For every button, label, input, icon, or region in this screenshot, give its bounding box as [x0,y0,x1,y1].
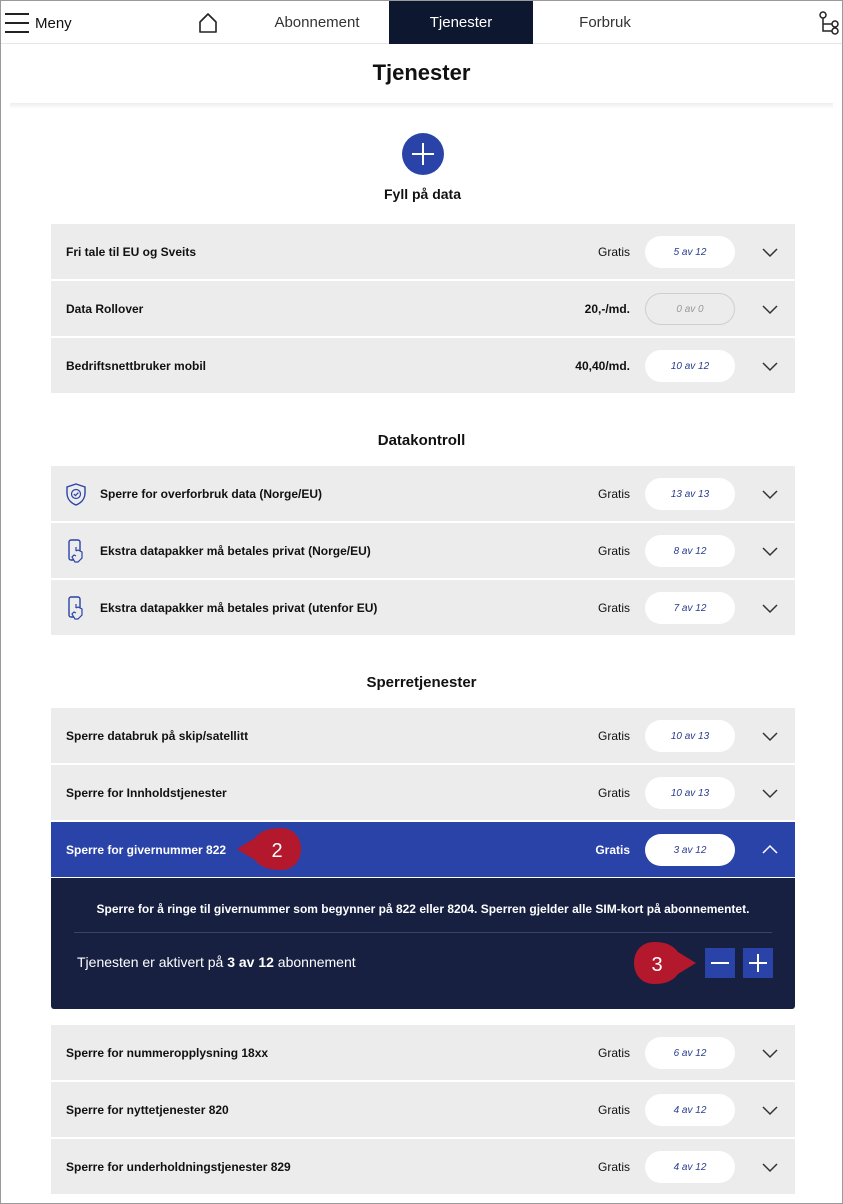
tab-forbruk[interactable]: Forbruk [579,14,631,31]
service-price: 40,40/md. [575,358,630,373]
menu-button[interactable] [5,11,72,35]
activation-status [77,954,356,970]
status-count: 3 av 12 [227,954,274,970]
service-row[interactable] [51,523,795,578]
service-name: Sperre for nyttetjenester 820 [66,1102,229,1117]
service-price: Gratis [597,244,630,259]
chevron-down-icon[interactable] [762,358,778,374]
service-row[interactable] [51,338,795,393]
status-prefix: Tjenesten er aktivert på [77,954,228,970]
shield-check-icon [64,482,88,506]
service-price: Gratis [597,785,630,800]
activation-count[interactable]: 7 av 12 [645,592,735,624]
status-suffix: abonnement [273,954,356,970]
phone-touch-icon [64,596,88,620]
service-price: Gratis [597,543,630,558]
chevron-down-icon[interactable] [762,301,778,317]
panel-divider [74,932,772,933]
callout-marker-2 [235,826,305,872]
callout-marker-3 [632,940,698,986]
service-row[interactable] [51,281,795,336]
activation-count[interactable]: 4 av 12 [645,1094,735,1126]
service-price: Gratis [597,1159,630,1174]
chevron-down-icon[interactable] [762,486,778,502]
service-name: Bedriftsnettbruker mobil [66,358,207,373]
callout-number: 2 [271,840,283,862]
service-name: Ekstra datapakker må betales privat (utenfor EU) [100,600,378,615]
chevron-down-icon[interactable] [762,600,778,616]
service-name: Sperre databruk på skip/satellitt [66,728,249,743]
activation-count[interactable]: 8 av 12 [645,535,735,567]
add-data-button[interactable] [402,133,444,175]
decrease-button[interactable] [705,948,735,978]
chevron-down-icon[interactable] [762,1045,778,1061]
service-name: Fri tale til EU og Sveits [66,244,197,259]
activation-count[interactable]: 13 av 13 [645,478,735,510]
service-name: Sperre for givernummer 822 [66,842,227,857]
activation-count[interactable]: 3 av 12 [645,834,735,866]
chevron-down-icon[interactable] [762,1159,778,1175]
tab-tjenester[interactable]: Tjenester [389,1,533,44]
service-price: Gratis [597,1045,630,1060]
hamburger-icon [5,13,29,33]
chevron-down-icon[interactable] [762,543,778,559]
top-nav [1,1,842,44]
section-title-sperretjenester: Sperretjenester [366,674,477,691]
service-row[interactable] [51,765,795,820]
activation-count: 0 av 0 [645,293,735,325]
chevron-down-icon[interactable] [762,785,778,801]
chevron-down-icon[interactable] [762,1102,778,1118]
service-row[interactable] [51,580,795,635]
tab-abonnement[interactable]: Abonnement [274,14,360,31]
service-name: Sperre for Innholdstjenester [66,785,227,800]
service-price: Gratis [597,728,630,743]
add-data-label: Fyll på data [383,186,462,202]
service-price: Gratis [597,486,630,501]
service-row[interactable] [51,708,795,763]
chevron-down-icon[interactable] [762,728,778,744]
minus-icon [710,953,730,973]
service-name: Sperre for nummeropplysning 18xx [66,1045,269,1060]
service-name: Sperre for overforbruk data (Norge/EU) [100,486,323,501]
service-name: Ekstra datapakker må betales privat (Norge/EU) [100,543,371,558]
callout-number: 3 [651,954,663,976]
service-row[interactable] [51,1082,795,1137]
chevron-up-icon[interactable] [762,842,778,858]
chevron-down-icon[interactable] [762,244,778,260]
service-row[interactable] [51,1139,795,1194]
home-icon[interactable] [198,12,218,34]
service-price: Gratis [597,1102,630,1117]
service-row[interactable] [51,1025,795,1080]
activation-count[interactable]: 10 av 13 [645,720,735,752]
activation-count[interactable]: 4 av 12 [645,1151,735,1183]
tree-icon[interactable] [818,11,840,35]
service-row-expanded[interactable] [51,822,795,877]
plus-icon [748,953,768,973]
title-divider [10,103,833,109]
service-price: Gratis [597,600,630,615]
menu-label: Meny [35,14,72,32]
service-name: Data Rollover [66,301,144,316]
phone-touch-icon [64,539,88,563]
activation-count[interactable]: 6 av 12 [645,1037,735,1069]
plus-icon [411,142,435,166]
section-title-datakontroll: Datakontroll [377,432,466,449]
service-row[interactable] [51,224,795,279]
service-name: Sperre for underholdningstjenester 829 [66,1159,291,1174]
service-price: 20,-/md. [584,301,630,316]
activation-count[interactable]: 10 av 12 [645,350,735,382]
increase-button[interactable] [743,948,773,978]
page-title: Tjenester [372,60,471,85]
service-price: Gratis [595,842,630,857]
service-row[interactable] [51,466,795,521]
activation-count[interactable]: 10 av 13 [645,777,735,809]
activation-count[interactable]: 5 av 12 [645,236,735,268]
service-description: Sperre for å ringe til givernummer som begynner på 822 eller 8204. Sperren gjelder alle SIM-kort på abonnementet. [96,902,750,916]
